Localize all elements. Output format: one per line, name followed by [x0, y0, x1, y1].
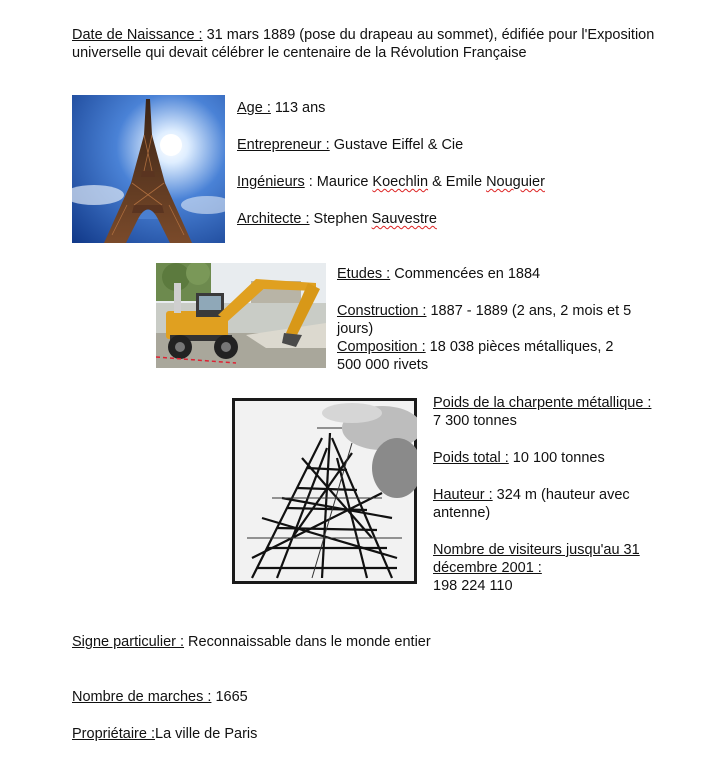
- frame-weight-label-line: [433, 394, 683, 412]
- scaffolding-photo: [232, 398, 417, 584]
- distinctive-sign-label: Signe particulier :: [72, 634, 185, 650]
- steps-label: Nombre de marches :: [72, 689, 212, 705]
- entrepreneur-line: Entrepreneur : Gustave Eiffel & Cie: [237, 137, 464, 153]
- birth-date-label: Date de Naissance :: [72, 27, 203, 43]
- age-line: Age : 113 ans: [237, 100, 326, 116]
- height-label: Hauteur :: [433, 487, 493, 503]
- block3-facts: [433, 394, 683, 595]
- frame-weight-label: Poids de la charpente métallique :: [433, 395, 652, 411]
- visitors-label-line: [433, 541, 665, 577]
- age-label: Age :: [237, 100, 271, 116]
- composition-label: Composition :: [337, 339, 426, 355]
- owner-label: Propriétaire: [72, 726, 151, 742]
- block2-facts: [337, 265, 647, 374]
- architect-line: Architecte : Stephen Sauvestre: [237, 211, 437, 227]
- steps-line: Nombre de marches : 1665: [72, 689, 248, 705]
- distinctive-sign-line: Signe particulier : Reconnaissable dans le monde entier: [72, 634, 431, 650]
- height-line: Hauteur : 324 m (hauteur avec antenne): [433, 487, 630, 521]
- composition-line: Composition : 18 038 pièces métalliques, 2 500 000 rivets: [337, 339, 614, 373]
- frame-weight-value: 7 300 tonnes: [433, 413, 517, 429]
- construction-line: Construction : 1887 - 1889 (2 ans, 2 mois et 5 jours): [337, 303, 632, 337]
- engineers-label: Ingénieurs: [237, 174, 305, 190]
- owner-line: Propriétaire :La ville de Paris: [72, 726, 258, 742]
- studies-line: Etudes : Commencées en 1884: [337, 266, 541, 282]
- construction-label: Construction :: [337, 303, 427, 319]
- entrepreneur-label: Entrepreneur :: [237, 137, 330, 153]
- visitors-label: Nombre de visiteurs jusqu'au 31 décembre 2001 :: [433, 542, 640, 576]
- birth-date-text: 31 mars 1889 (pose du drapeau au sommet), édifiée pour l'Exposition universelle qui devait célébrer le centenaire de la Révolution Française: [72, 27, 655, 61]
- block1-facts: [237, 99, 637, 228]
- visitors-value: 198 224 110: [433, 578, 513, 594]
- footer-facts: [72, 633, 432, 743]
- studies-label: Etudes :: [337, 266, 391, 282]
- excavator-photo: [156, 263, 326, 368]
- total-weight-line: Poids total : 10 100 tonnes: [433, 450, 605, 466]
- total-weight-label: Poids total :: [433, 450, 509, 466]
- architect-label: Architecte :: [237, 211, 310, 227]
- engineers-line: Ingénieurs : Maurice Koechlin & Emile Nouguier: [237, 174, 545, 190]
- eiffel-tower-photo: [72, 95, 225, 243]
- intro-paragraph: [72, 26, 672, 62]
